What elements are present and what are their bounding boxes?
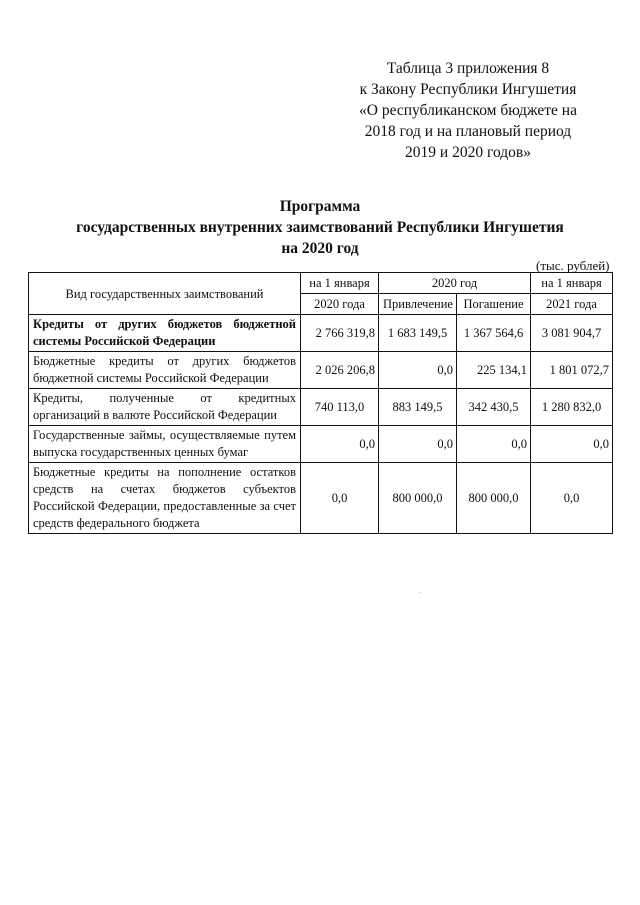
table-row <box>29 389 613 426</box>
scan-speck <box>420 592 421 593</box>
header-row <box>29 273 613 294</box>
header-start-line1: на 1 января <box>301 273 379 294</box>
row-attraction: 883 149,5 <box>379 389 457 426</box>
row-attraction: 0,0 <box>379 352 457 389</box>
row-end: 0,0 <box>531 426 613 463</box>
unit-label: (тыс. рублей) <box>536 258 610 273</box>
header-end-line2: 2021 года <box>531 294 613 315</box>
row-start: 0,0 <box>301 426 379 463</box>
row-repayment: 1 367 564,6 <box>457 315 531 352</box>
row-repayment: 0,0 <box>457 426 531 463</box>
row-start: 740 113,0 <box>301 389 379 426</box>
row-end: 0,0 <box>531 463 613 534</box>
header-attraction: Привлечение <box>379 294 457 315</box>
title-line: государственных внутренних заимствований Республики Ингушетия <box>76 219 564 236</box>
row-attraction: 1 683 149,5 <box>379 315 457 352</box>
appendix-line: 2019 и 2020 годов» <box>405 144 531 161</box>
header-end-line1: на 1 января <box>531 273 613 294</box>
header-type: Вид государственных заимствований <box>29 273 301 315</box>
row-start: 2 026 206,8 <box>301 352 379 389</box>
row-start: 2 766 319,8 <box>301 315 379 352</box>
row-end: 1 280 832,0 <box>531 389 613 426</box>
header-repayment: Погашение <box>457 294 531 315</box>
row-attraction: 0,0 <box>379 426 457 463</box>
table-row <box>29 426 613 463</box>
table-row <box>29 315 613 352</box>
appendix-line: Таблица 3 приложения 8 <box>386 60 550 77</box>
appendix-reference <box>348 58 588 163</box>
title-line: Программа <box>279 198 361 215</box>
row-name: Бюджетные кредиты на пополнение остатков средств на счетах бюджетов субъектов Российской Федерации, предоставленные за счет средств федерального бюджета <box>29 463 301 534</box>
row-name: Бюджетные кредиты от других бюджетов бюджетной системы Российской Федерации <box>29 352 301 389</box>
table-row <box>29 463 613 534</box>
row-name: Кредиты от других бюджетов бюджетной системы Российской Федерации <box>29 315 301 352</box>
title-line: на 2020 год <box>281 240 359 257</box>
table-row <box>29 352 613 389</box>
row-end: 3 081 904,7 <box>531 315 613 352</box>
row-repayment: 800 000,0 <box>457 463 531 534</box>
appendix-line: 2018 год и на плановый период <box>364 123 572 140</box>
document-title <box>0 196 640 259</box>
appendix-line: к Закону Республики Ингушетия <box>359 81 577 98</box>
header-start-line2: 2020 года <box>301 294 379 315</box>
appendix-line: «О республиканском бюджете на <box>359 102 577 119</box>
row-attraction: 800 000,0 <box>379 463 457 534</box>
row-name: Государственные займы, осуществляемые путем выпуска государственных ценных бумаг <box>29 426 301 463</box>
row-start: 0,0 <box>301 463 379 534</box>
row-repayment: 225 134,1 <box>457 352 531 389</box>
row-repayment: 342 430,5 <box>457 389 531 426</box>
borrowing-table <box>28 272 613 534</box>
row-name: Кредиты, полученные от кредитных организаций в валюте Российской Федерации <box>29 389 301 426</box>
header-year: 2020 год <box>379 273 531 294</box>
row-end: 1 801 072,7 <box>531 352 613 389</box>
